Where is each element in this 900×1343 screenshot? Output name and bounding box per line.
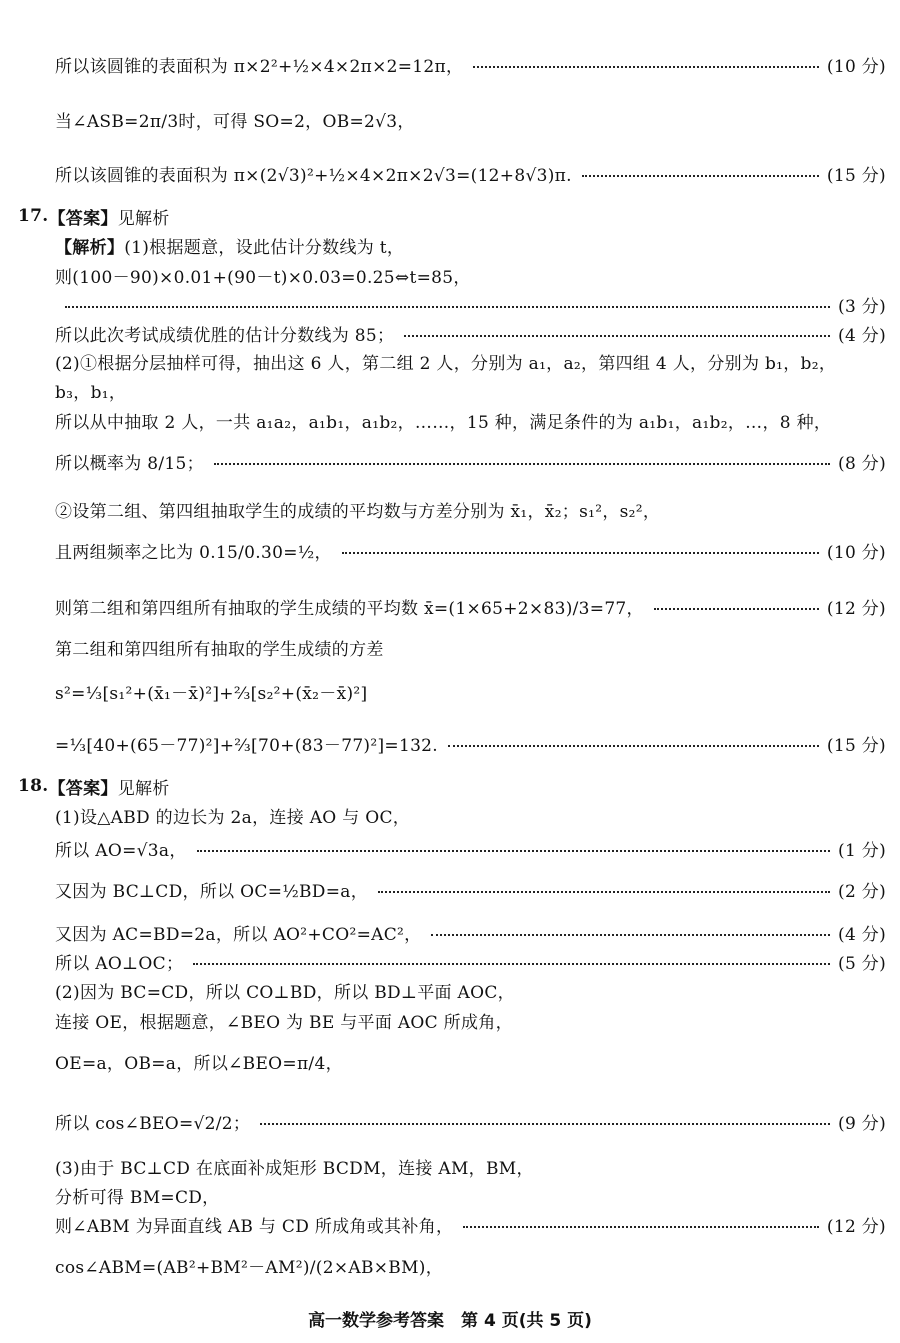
line-14: 则第二组和第四组所有抽取的学生成绩的平均数 x̄=(1×65+2×83)/3=77， (12 分) bbox=[55, 598, 886, 619]
q18-answer: 18. 【答案】 见解析 bbox=[18, 776, 170, 799]
line-25: 连接 OE，根据题意，∠BEO 为 BE 与平面 AOC 所成角， bbox=[55, 1012, 513, 1033]
line-1: 当∠ASB=2π/3时，可得 SO=2，OB=2√3， bbox=[55, 111, 415, 132]
line-29: 分析可得 BM=CD， bbox=[55, 1187, 220, 1208]
q17-answer: 17. 【答案】 见解析 bbox=[18, 206, 170, 229]
line-2: 所以该圆锥的表面积为 π×(2√3)²+½×4×2π×2√3=(12+8√3)π. (15 分) bbox=[55, 165, 886, 186]
line-7: 所以此次考试成绩优胜的估计分数线为 85； (4 分) bbox=[55, 325, 886, 346]
line-21: 又因为 BC⊥CD，所以 OC=½BD=a， (2 分) bbox=[55, 881, 886, 902]
page-footer: 高一数学参考答案 第 4 页(共 5 页) bbox=[308, 1311, 592, 1331]
line-31: cos∠ABM=(AB²+BM²－AM²)/(2×AB×BM)， bbox=[55, 1257, 444, 1278]
line-26: OE=a，OB=a，所以∠BEO=π/4， bbox=[55, 1053, 343, 1074]
line-23: 所以 AO⊥OC； (5 分) bbox=[55, 953, 886, 974]
line-24: (2)因为 BC=CD，所以 CO⊥BD，所以 BD⊥平面 AOC， bbox=[55, 982, 515, 1003]
line-16: s²=⅓[s₁²+(x̄₁－x̄)²]+⅔[s₂²+(x̄₂－x̄)²] bbox=[55, 683, 368, 704]
line-10: 所以从中抽取 2 人，一共 a₁a₂，a₁b₁，a₁b₂，……，15 种，满足条件的为 a₁b₁，a₁b₂，…，8 种， bbox=[55, 412, 832, 433]
line-15: 第二组和第四组所有抽取的学生成绩的方差 bbox=[55, 639, 384, 660]
q17-analysis: 【解析】 (1)根据题意，设此估计分数线为 t， bbox=[55, 237, 405, 258]
line-12: ②设第二组、第四组抽取学生的成绩的平均数与方差分别为 x̄₁，x̄₂；s₁²，s₂²， bbox=[55, 501, 661, 522]
line-8: (2)①根据分层抽样可得，抽出这 6 人，第二组 2 人，分别为 a₁，a₂，第四组 4 人，分别为 b₁，b₂， bbox=[55, 353, 837, 374]
line-13: 且两组频率之比为 0.15/0.30=½， (10 分) bbox=[55, 542, 886, 563]
line-20: 所以 AO=√3a， (1 分) bbox=[55, 840, 886, 861]
line-9: b₃，b₁， bbox=[55, 382, 127, 403]
line-27: 所以 cos∠BEO=√2/2； (9 分) bbox=[55, 1113, 886, 1134]
line-30: 则∠ABM 为异面直线 AB 与 CD 所成角或其补角， (12 分) bbox=[55, 1216, 886, 1237]
line-22: 又因为 AC=BD=2a，所以 AO²+CO²=AC²， (4 分) bbox=[55, 924, 886, 945]
line-28: (3)由于 BC⊥CD 在底面补成矩形 BCDM，连接 AM，BM， bbox=[55, 1158, 534, 1179]
line-11: 所以概率为 8/15； (8 分) bbox=[55, 453, 886, 474]
line-6: (3 分) bbox=[55, 289, 886, 319]
line-17: =⅓[40+(65－77)²]+⅔[70+(83－77)²]=132. (15 分) bbox=[55, 735, 886, 756]
line-0: 所以该圆锥的表面积为 π×2²+½×4×2π×2=12π， (10 分) bbox=[55, 56, 886, 77]
line-19: (1)设△ABD 的边长为 2a，连接 AO 与 OC， bbox=[55, 807, 411, 828]
line-5: 则(100－90)×0.01+(90－t)×0.03=0.25⇔t=85， bbox=[55, 267, 471, 288]
